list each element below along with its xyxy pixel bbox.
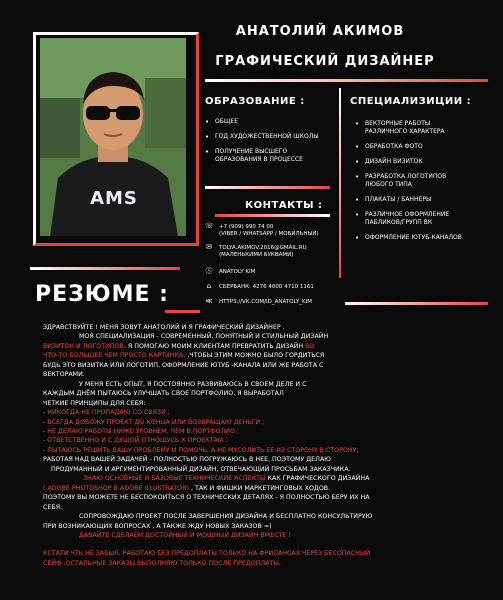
profile-photo <box>40 38 186 236</box>
list-item: • ДИЗАЙН ВИЗИТОК <box>355 158 485 166</box>
resume-top-rule <box>30 267 180 270</box>
resume-bottom-rule <box>165 310 200 313</box>
text-line: У МЕНЯ ЕСТЬ ОПЫТ, Я ПОСТОЯННО РАЗВИВАЮСЬ В СВОЕМ ДЕЛЕ И С <box>79 380 307 388</box>
email-note: (МАЛЕНЬКИМИ БУКВАМИ) <box>219 252 294 258</box>
text-line: - ВСЕГДА ДОВОЖУ ПРОЕКТ ДО КОНЦА ИЛИ ВОЗВРАЩАЮ ДЕНЬГИ ; <box>43 418 265 426</box>
text-line: КСТАТИ ЧТЬ НЕ ЗАБЫЛ, РАБОТАЮ БЕЗ ПРЕДОПЛАТЫ ТОЛЬКО НА ФРИЛАНСАХ ЧЕРЕЗ БЕСОПАСНЫЙ <box>43 550 371 558</box>
contact-skype <box>205 268 255 276</box>
text-line: - НЕ ДЕЛАЮ РАБОТЫ НИЖЕ УРОВНЕМ, ЧЕМ В ПОРТФОЛИО ; <box>43 427 240 435</box>
contact-vk <box>205 298 312 306</box>
text-line: БУДЬ ЭТО ВИЗИТКА ИЛИ ЛОГОТИП, ОФОРМЛЕНИЕ ЮТУБ -КАНАЛА ИЛИ ЖЕ РАБОТА С <box>43 361 324 369</box>
list-item: • ОФОРМЛЕНИЕ ЮТУБ-КАНАЛОВ <box>355 234 485 242</box>
resume-heading: РЕЗЮМЕ : <box>35 282 169 307</box>
highlight: ЧТО-ТО БОЛЬШЕЕ ЧЕМ ПРОСТО КАРТИНКА. <box>43 352 186 360</box>
text-line: СЕБЯ. <box>43 503 63 511</box>
list-item: • ПОЛУЧЕНИЕ ВЫСШЕГО ОБРАЗОВАНИЯ В ПРОЦЕССЕ <box>205 148 320 164</box>
list-item: • РАЗРАБОТКА ЛОГОТИПОВ ЛЮБОГО ТИПА <box>355 173 465 189</box>
contacts-heading: КОНТАКТЫ : <box>245 200 323 211</box>
highlight: ВИЗИТОК И ЛОГОТИПОВ <box>43 342 124 350</box>
list-item: • ОБЩЕЕ <box>205 118 335 126</box>
list-item: • ГОД ХУДОЖЕСТВЕННОЙ ШКОЛЫ <box>205 133 335 141</box>
text-line: ДАВАЙТЕ СДЕЛАЕМ ДОСТОЙНЫЙ И МОЩНЫЙ ДИЗАЙН ВМЕСТЕ ! <box>79 531 291 539</box>
text-line <box>43 540 463 549</box>
text-line: ПРОДУМАННЫЙ И АРГУМЕНТИРОВАННЫЙ ДИЗАЙН, ОТВЕЧАЮЩИЙ ПРОСЬБАМ ЗАКАЗЧИКА. <box>51 465 351 473</box>
education-list <box>205 118 335 171</box>
bank-icon: ⌂ <box>206 282 212 290</box>
list-item: • ВЕКТОРНЫЕ РАБОТЫ РАЗЛИЧНОГО ХАРАКТЕРА <box>355 120 465 136</box>
vk-link: HTTPS://VK.COM/ID_ANATOLY_KIM <box>219 299 312 305</box>
text-line: ПОЭТОМУ ВЫ МОЖЕТЕ НЕ БЕСПОКОИТЬСЯ О ТЕХНИЧЕСКИХ ДЕТАЛЯХ - Я ПОЛНОСТЬЮ БЕРУ ИХ НА <box>43 494 370 502</box>
vk-icon: ≪ <box>205 297 213 305</box>
text-line: ЧЕТКИЕ ПРИНЦИПЫ ДЛЯ СЕБЯ: <box>43 399 146 407</box>
text-line: ВИЗИТОК И ЛОГОТИПОВ. Я ПОМОГАЮ МОИМ КЛИЕНТАМ ПРЕВРАТИТЬ ДИЗАЙН ВО <box>43 342 315 350</box>
text-line: ЧТО-ТО БОЛЬШЕЕ ЧЕМ ПРОСТО КАРТИНКА. ,ЧТОБЫ ЭТИМ МОЖНО БЫЛО ГОРДИТЬСЯ <box>43 352 325 360</box>
education-heading: ОБРАЗОВАНИЕ : <box>205 96 305 107</box>
specializations-list <box>355 120 485 249</box>
resume-body <box>43 323 463 568</box>
column-divider <box>339 88 341 278</box>
text-line: РАБОТАЯ НАД ВАШЕЙ ЗАДАЧЕЙ - ПОЛНОСТЬЮ ПОГРУЖАЮСЬ В НЕЕ, ПОЭТОМУ ДЕЛАЮ <box>43 456 331 464</box>
text-line: ЗНАЮ ОСНОВНЫЕ И БАЗОВЫЕ ТЕХНИЧЕСКИЕ АСПЕКТЫ КАК ГРАФИЧЕСКОГО ДИЗАЙНА <box>83 475 370 483</box>
skype-name: ANATOLY KIM <box>219 269 256 275</box>
text-line: МОЯ СПЕЦИАЛИЗАЦИЯ - СОВРЕМЕННЫЙ, ПОНЯТНЫЙ И СТИЛЬНЫЙ ДИЗАЙН <box>79 333 329 341</box>
email-address: TOLYA.AKIMOV.2016@GMAIL.RU <box>219 245 307 251</box>
mail-icon: ✉ <box>206 243 212 251</box>
skype-icon: Ⓢ <box>205 267 213 275</box>
text-line: ЗДРАВСТВУЙТЕ ! МЕНЯ ЗОВУТ АНАТОЛИЙ И Я ГРАФИЧЕСКИЙ ДИЗАЙНЕР . <box>43 324 285 331</box>
list-item: • ПЛАКАТЫ / БАННЕРЫ <box>355 196 485 204</box>
header-divider <box>205 79 488 82</box>
right-rule <box>345 302 488 305</box>
contact-email <box>205 244 307 259</box>
text-line: - ПЫТАЮСЬ РЕШИТЬ ВАШУ ПРОБЛЕМУ И ПОМОЧЬ, А НЕ МУСОЛИТЬ ЕЕ ИЗ СТОРОНУ В СТОРОНУ; <box>43 446 359 454</box>
contact-phone <box>205 223 319 238</box>
text-line: СОПРОВОЖДАЮ ПРОЕКТ ПОСЛЕ ЗАВЕРШЕНИЯ ДИЗАЙНА И БЕСПЛАТНО КОНСУЛЬТИРУЮ <box>79 513 373 521</box>
contacts-divider <box>215 214 330 217</box>
job-title: ГРАФИЧЕСКИЙ ДИЗАЙНЕР <box>215 54 435 69</box>
highlight: ВО <box>305 342 315 350</box>
contact-bank <box>205 283 314 291</box>
person-name: АНАТОЛИЙ АКИМОВ <box>235 24 405 39</box>
text-line: - ОТВЕТСТВЕННО И С ДУШОЙ ОТНОШУСЬ К ПРОЕКТАМ ; <box>43 437 228 445</box>
highlight: ЗНАЮ ОСНОВНЫЕ И БАЗОВЫЕ ТЕХНИЧЕСКИЕ АСПЕКТЫ <box>83 475 266 483</box>
text-line: ВЕКТОРАМИ. <box>43 371 85 379</box>
phone-note: (VIBER / WHATSAPP / МОБИЛЬНЫЙ) <box>219 231 319 237</box>
phone-number: +7 (909) 990 74 00 <box>219 224 274 230</box>
shirt-print: AMS <box>90 188 138 209</box>
text-line: ПРИ ВОЗНИКАЮЩИХ ВОПРОСАХ , А ТАКЖЕ ЖДУ НОВЫХ ЗАКАЗОВ =) <box>43 522 272 530</box>
text-line: - НИКОГДА НЕ ПРОПАДАЮ СО СВЯЗИ ; <box>43 409 170 417</box>
bank-card: СБЕРБАНК: 4276 4000 4710 1161 <box>219 284 314 290</box>
text-line: СЕЙФ ,ОСТАЛЬНЫЕ ЗАКАЗЫ ВЫПОЛНЯЮ ТОЛЬКО ПОСЛЕ ПРЕДОПЛАТЫ. <box>43 559 281 567</box>
phone-icon: ☏ <box>205 222 214 230</box>
text-line: КАЖДЫМ ДНЁМ ПЫТАЮСЬ УЛУЧШАТЬ СВОЕ ПОРТФОЛИО, Я ВЫРАБОТАЛ <box>43 390 284 398</box>
text-line: ( ADOBE PHOTOSHOP В ADOBE ILLUSTRATOR) , ТАК И ФИШКИ МАРКЕТИНГОВЫХ ХОДОВ. <box>43 484 331 492</box>
education-divider <box>205 186 330 189</box>
list-item: • ОБРАБОТКА ФОТО <box>355 143 485 151</box>
list-item: • РАЗЛИЧНОЕ ОФОРМЛЕНИЕ ПАБЛИКОВ/ГРУПП ВК <box>355 211 470 227</box>
specializations-heading: СПЕЦИАЛИЗИЦИИ : <box>350 96 472 107</box>
highlight: ( ADOBE PHOTOSHOP В ADOBE ILLUSTRATOR) <box>43 484 189 492</box>
